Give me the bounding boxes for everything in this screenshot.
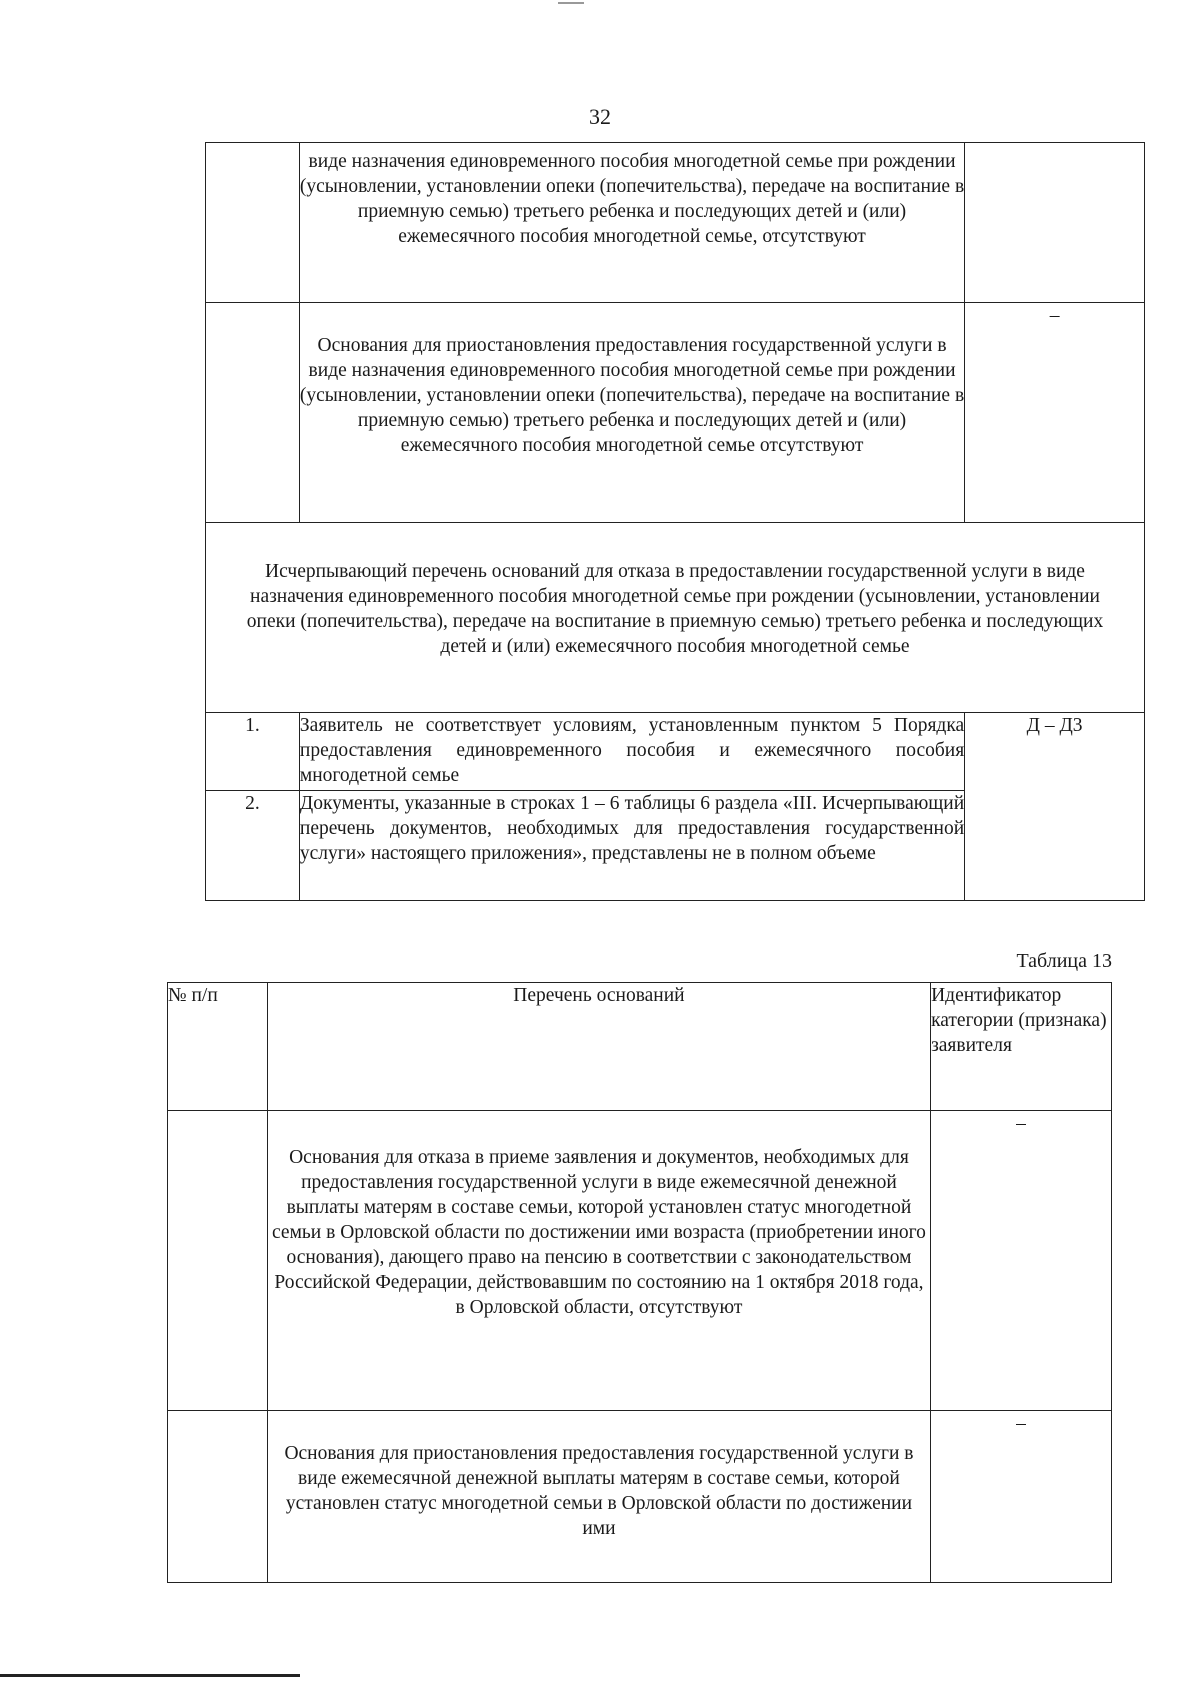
scan-edge-line — [0, 1674, 300, 1677]
row-number — [168, 1111, 268, 1411]
table-row — [168, 1411, 1112, 1583]
table-row — [206, 713, 1145, 791]
table-grounds-continued — [205, 142, 1145, 901]
row-number — [206, 303, 300, 523]
row-identifier: Д – Д3 — [965, 713, 1145, 901]
row-identifier: – — [965, 303, 1145, 523]
row-text: Заявитель не соответствует условиям, установленным пунктом 5 Порядка предоставления единовременного пособия и ежемесячного пособия многодетной семье — [299, 713, 964, 791]
row-text: Основания для отказа в приеме заявления и документов, необходимых для предоставления государственной услуги в виде ежемесячной денежной выплаты матерям в составе семьи, которой установлен статус многодетной семьи в Орловской области по достижении ими возраста (приобретении иного основания), дающего право на пенсию в соответствии с законодательством Российской Федерации, действовавшим по состоянию на 1 октября 2018 года, в Орловской области, отсутствуют — [267, 1111, 930, 1411]
table-header-row — [168, 983, 1112, 1111]
table-row — [168, 1111, 1112, 1411]
row-text: Основания для приостановления предоставления государственной услуги в виде назначения единовременного пособия многодетной семье при рождении (усыновлении, установлении опеки (попечительства), передаче на воспитание в приемную семью) третьего ребенка и последующих детей и (или) ежемесячного пособия многодетной семье отсутствуют — [299, 303, 964, 523]
header-identifier: Идентификатор категории (признака) заявителя — [931, 983, 1112, 1111]
table-caption: Таблица 13 — [1016, 950, 1112, 972]
table-row — [206, 303, 1145, 523]
row-number: 2. — [206, 791, 300, 901]
header-title: Перечень оснований — [267, 983, 930, 1111]
row-text: Документы, указанные в строках 1 – 6 таблицы 6 раздела «III. Исчерпывающий перечень документов, необходимых для предоставления государственной услуги» настоящего приложения», представлены не в полном объеме — [299, 791, 964, 901]
row-identifier: – — [931, 1111, 1112, 1411]
row-number: 1. — [206, 713, 300, 791]
page-number: 32 — [589, 104, 611, 129]
table-row — [206, 143, 1145, 303]
row-number — [168, 1411, 268, 1583]
row-identifier: – — [931, 1411, 1112, 1583]
table-row — [206, 523, 1145, 713]
row-text: виде назначения единовременного пособия многодетной семье при рождении (усыновлении, установлении опеки (попечительства), передаче на воспитание в приемную семью) третьего ребенка и последующих детей и (или) ежемесячного пособия многодетной семье, отсутствуют — [299, 143, 964, 303]
table-13 — [167, 982, 1112, 1583]
scan-mark — [558, 2, 584, 4]
row-number — [206, 143, 300, 303]
header-number: № п/п — [168, 983, 268, 1111]
section-heading: Исчерпывающий перечень оснований для отказа в предоставлении государственной услуги в виде назначения единовременного пособия многодетной семье при рождении (усыновлении, установлении опеки (попечительства), передаче на воспитание в приемную семью) третьего ребенка и последующих детей и (или) ежемесячного пособия многодетной семье — [206, 523, 1145, 713]
row-text: Основания для приостановления предоставления государственной услуги в виде ежемесячной денежной выплаты матерям в составе семьи, которой установлен статус многодетной семьи в Орловской области по достижении ими — [267, 1411, 930, 1583]
row-identifier — [965, 143, 1145, 303]
